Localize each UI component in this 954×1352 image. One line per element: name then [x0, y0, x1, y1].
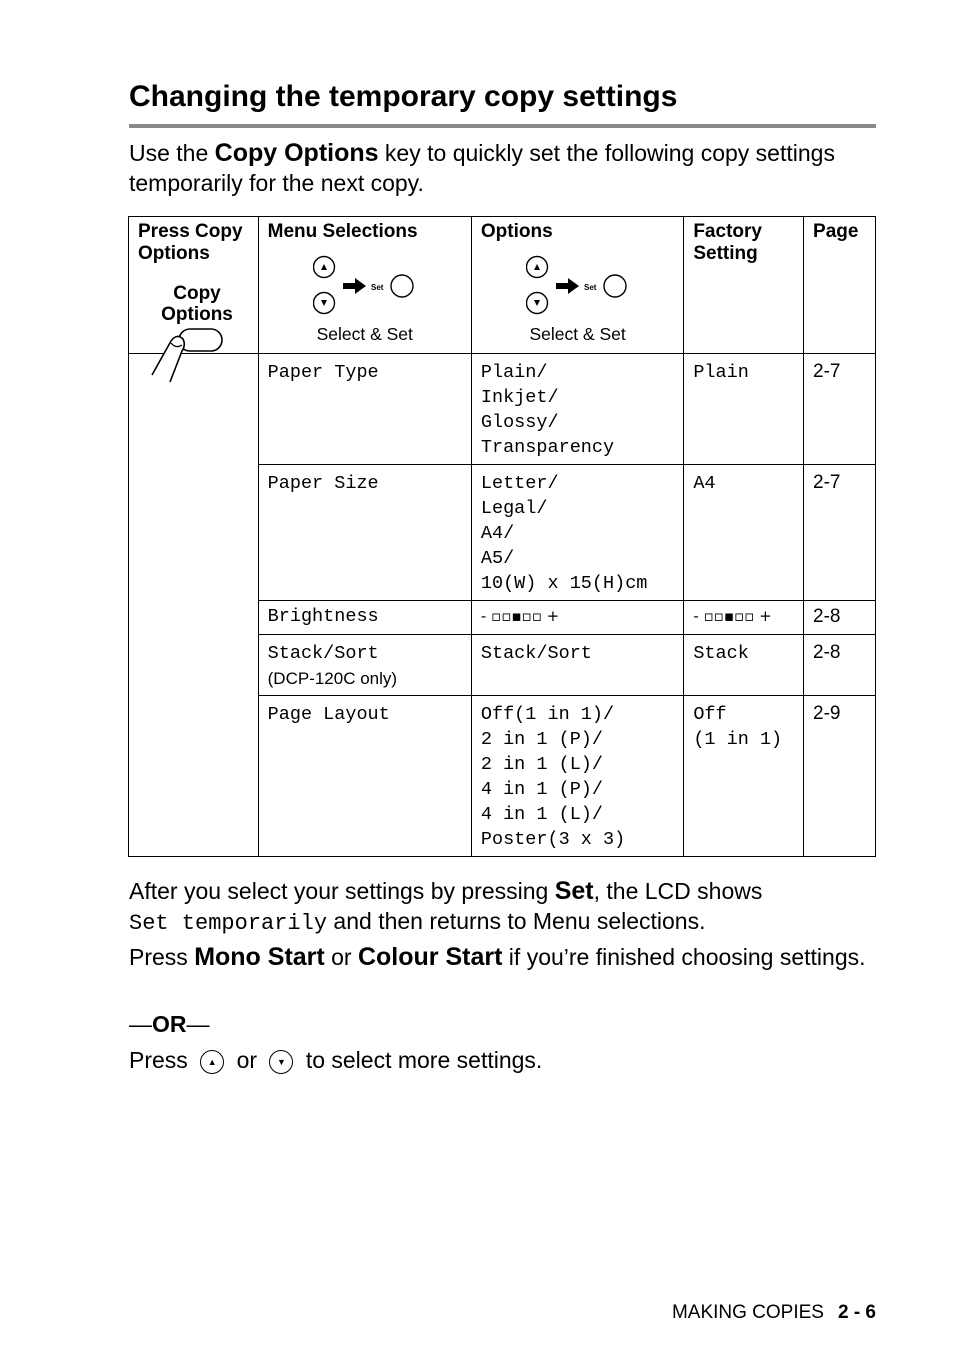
row-page-cell [804, 696, 876, 857]
mono-start-key-label: Mono Start [194, 943, 325, 971]
brightness-scale-option: - ▫▫▪▫▫ + [480, 607, 560, 625]
factory-value: A4 [693, 473, 716, 494]
colour-start-key-label: Colour Start [357, 943, 503, 971]
table-header-row [129, 217, 876, 354]
header-menu-selections [258, 217, 471, 354]
header-press-line1: Press Copy [138, 221, 243, 242]
option-item: Poster(3 x 3) [480, 829, 626, 850]
press-start-paragraph [129, 942, 869, 972]
or-separator [129, 1009, 210, 1039]
press-more-paragraph [129, 1045, 542, 1075]
menu-select-set-caption: Select & Set [316, 324, 413, 344]
option-item: 4 in 1 (L)/ [480, 804, 603, 825]
row-factory-cell [684, 601, 804, 635]
row-page-cell [804, 354, 876, 465]
or-dash-right: — [186, 1011, 210, 1037]
menu-paper-type: Paper Type [267, 362, 379, 383]
row-menu-cell [258, 601, 471, 635]
press-column-empty [129, 354, 259, 857]
factory-value: Off [693, 704, 727, 725]
after-set-paragraph [129, 876, 869, 939]
menu-brightness: Brightness [267, 606, 379, 627]
option-item: Stack/Sort [480, 643, 592, 664]
table-row [129, 354, 876, 465]
intro-pre: Use the [129, 140, 215, 166]
option-item: Plain/ [480, 362, 548, 383]
press-more-pre: Press [129, 1047, 188, 1073]
row-page-cell [804, 465, 876, 601]
row-menu-cell [258, 696, 471, 857]
page-ref: 2-9 [813, 703, 841, 724]
or-label: OR [152, 1011, 187, 1037]
option-item: A4/ [480, 523, 515, 544]
header-options-label: Options [480, 221, 553, 242]
header-factory-line2: Setting [693, 243, 758, 264]
header-press-copy-options [129, 217, 259, 354]
row-options-cell [471, 635, 683, 696]
header-press-line2: Options [138, 243, 210, 264]
option-item: Legal/ [480, 498, 548, 519]
after-post: and then returns to Menu selections. [327, 908, 706, 934]
after-mid: , the LCD shows [593, 878, 763, 904]
option-item: A5/ [480, 548, 515, 569]
row-options-cell [471, 601, 683, 635]
or-dash-left: — [129, 1011, 152, 1037]
option-item: Glossy/ [480, 412, 559, 433]
header-factory-setting [684, 217, 804, 354]
page-footer [672, 1302, 876, 1324]
row-factory-cell [684, 696, 804, 857]
menu-stack-sort: Stack/Sort [267, 643, 379, 664]
page-ref: 2-7 [813, 472, 841, 493]
copy-options-caption-line2: Options [161, 304, 233, 325]
press-start-or: or [324, 944, 358, 970]
option-item: 10(W) x 15(H)cm [480, 573, 648, 594]
options-nav-keys-icon [526, 255, 636, 319]
row-menu-cell [258, 465, 471, 601]
page-ref: 2-8 [813, 642, 841, 663]
menu-nav-keys-icon [313, 255, 423, 319]
row-options-cell [471, 354, 683, 465]
header-factory-line1: Factory [693, 221, 762, 242]
row-page-cell [804, 635, 876, 696]
page-ref: 2-7 [813, 361, 841, 382]
header-page [804, 217, 876, 354]
row-menu-cell [258, 635, 471, 696]
press-start-pre: Press [129, 944, 195, 970]
finger-press-icon [149, 327, 224, 383]
header-page-label: Page [813, 221, 859, 242]
page-ref: 2-8 [813, 606, 841, 627]
lcd-message: Set temporarily [129, 911, 328, 936]
title-rule [129, 124, 876, 128]
option-item: 2 in 1 (L)/ [480, 754, 603, 775]
menu-model-note: (DCP-120C only) [267, 669, 398, 688]
menu-paper-size: Paper Size [267, 473, 379, 494]
press-more-or: or [236, 1047, 258, 1073]
option-item: 4 in 1 (P)/ [480, 779, 603, 800]
svg-text:Set: Set [583, 283, 597, 292]
option-item: Inkjet/ [480, 387, 559, 408]
menu-page-layout: Page Layout [267, 704, 390, 725]
option-item: Off(1 in 1)/ [480, 704, 615, 725]
factory-value: Plain [693, 362, 749, 383]
after-pre: After you select your settings by pressing [129, 878, 555, 904]
down-arrow-icon: ▼ [269, 1050, 293, 1074]
row-options-cell [471, 696, 683, 857]
row-factory-cell [684, 465, 804, 601]
row-menu-cell [258, 354, 471, 465]
factory-value: Stack [693, 643, 749, 664]
footer-section: MAKING COPIES [671, 1302, 824, 1323]
factory-value: (1 in 1) [693, 729, 783, 750]
page-title: Changing the temporary copy settings [129, 80, 678, 113]
row-page-cell [804, 601, 876, 635]
intro-post: key to quickly set the following copy settings temporarily for the next copy. [129, 140, 835, 196]
svg-text:Set: Set [370, 283, 384, 292]
copy-options-key-caption [147, 283, 247, 325]
option-item: Letter/ [480, 473, 559, 494]
press-more-post: to select more settings. [305, 1047, 543, 1073]
press-start-post: if you’re finished choosing settings. [502, 944, 866, 970]
header-options [471, 217, 683, 354]
option-item: 2 in 1 (P)/ [480, 729, 603, 750]
up-arrow-icon: ▲ [200, 1050, 224, 1074]
options-select-set-caption: Select & Set [529, 324, 626, 344]
copy-options-caption-line1: Copy [173, 283, 221, 304]
copy-options-key-label: Copy Options [214, 139, 379, 167]
intro-paragraph [129, 138, 849, 198]
header-menu-label: Menu Selections [267, 221, 418, 242]
option-item: Transparency [480, 437, 615, 458]
set-key-label: Set [554, 877, 594, 905]
footer-page-number: 2 - 6 [837, 1302, 876, 1323]
row-options-cell [471, 465, 683, 601]
row-factory-cell [684, 354, 804, 465]
row-factory-cell [684, 635, 804, 696]
brightness-scale-factory: - ▫▫▪▫▫ + [693, 607, 772, 625]
settings-table [128, 216, 876, 857]
